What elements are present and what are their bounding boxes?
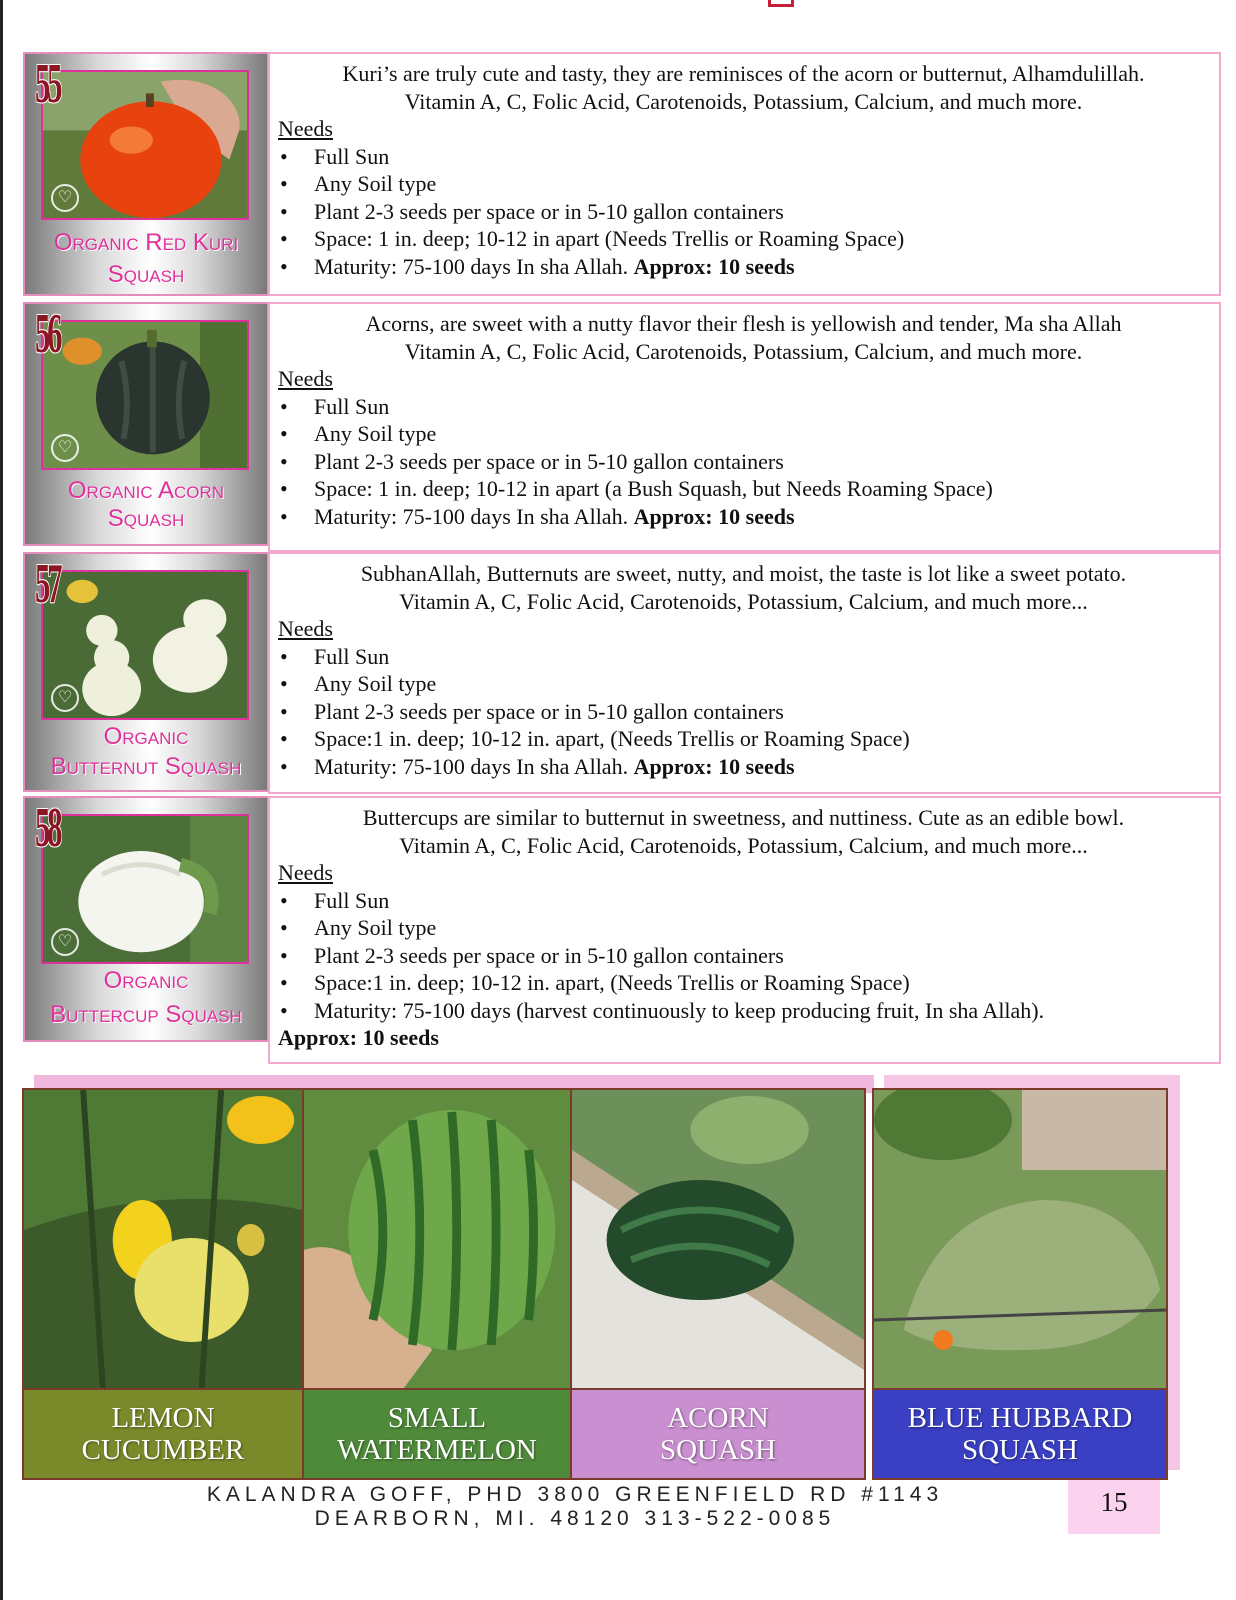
needs-item: • Any Soil type	[278, 914, 1209, 942]
small-watermelon-photo	[304, 1090, 570, 1390]
product-description	[268, 52, 1221, 296]
needs-item: • Any Soil type	[278, 420, 1209, 448]
needs-list	[278, 143, 1209, 281]
product-name-line2: Butternut Squash	[50, 753, 242, 780]
maturity-text: Maturity: 75-100 days In sha Allah.	[314, 503, 634, 529]
approx-seeds: Approx: 10 seeds	[633, 753, 795, 779]
intro-line: Kuri’s are truly cute and tasty, they are reminisces of the acorn or butternut, Alhamdulillah.	[342, 61, 1145, 86]
footer-contact	[110, 1483, 1040, 1531]
needs-item: • Full Sun	[278, 393, 1209, 421]
needs-item	[278, 503, 1209, 531]
intro-line: Buttercups are similar to butternut in sweetness, and nuttiness. Cute as an edible bowl.	[362, 805, 1125, 830]
needs-list	[278, 887, 1209, 1025]
intro-line: Acorns, are sweet with a nutty flavor their flesh is yellowish and tender, Ma sha Allah	[365, 311, 1122, 336]
product-description	[268, 302, 1221, 552]
product-description	[268, 552, 1221, 794]
nutrients-line: Vitamin A, C, Folic Acid, Carotenoids, Potassium, Calcium, and much more.	[404, 338, 1083, 364]
nutrients-line: Vitamin A, C, Folic Acid, Carotenoids, Potassium, Calcium, and much more...	[399, 832, 1088, 858]
gallery-caption: LEMON CUCUMBER	[24, 1388, 302, 1478]
product-name-line1: Organic	[103, 723, 189, 750]
gallery-caption: BLUE HUBBARD SQUASH	[874, 1388, 1166, 1478]
needs-item: • Plant 2-3 seeds per space or in 5-10 gallon containers	[278, 198, 1209, 226]
approx-seeds: Approx: 10 seeds	[633, 503, 795, 529]
product-name-line2: Squash	[107, 261, 185, 288]
needs-heading: Needs	[278, 116, 333, 141]
approx-seeds: Approx: 10 seeds	[633, 253, 795, 279]
needs-item: • Plant 2-3 seeds per space or in 5-10 gallon containers	[278, 942, 1209, 970]
needs-item: • Space: 1 in. deep; 10-12 in apart (Needs Trellis or Roaming Space)	[278, 225, 1209, 253]
product-thumbnail	[23, 302, 269, 546]
product-name-line2: Buttercup Squash	[50, 1001, 242, 1028]
seed-entry-55	[23, 52, 1221, 296]
needs-item: • Any Soil type	[278, 670, 1209, 698]
lemon-cucumber-photo	[24, 1090, 302, 1390]
product-name-line2: Squash	[107, 505, 185, 532]
product-thumbnail	[23, 52, 269, 296]
product-name-line1: Organic Red Kuri	[53, 229, 239, 256]
needs-item: • Space:1 in. deep; 10-12 in. apart, (Needs Trellis or Roaming Space)	[278, 969, 1209, 997]
top-decorative-mark	[768, 0, 794, 7]
gallery-tile-acorn-squash	[570, 1088, 866, 1480]
gallery-caption: ACORN SQUASH	[572, 1388, 864, 1478]
gallery-caption: SMALL WATERMELON	[304, 1388, 570, 1478]
gallery-tile-blue-hubbard-squash	[872, 1088, 1168, 1480]
needs-heading: Needs	[278, 616, 333, 641]
footer-line2: DEARBORN, MI. 48120 313-522-0085	[314, 1507, 836, 1530]
needs-item: • Full Sun	[278, 143, 1209, 171]
footer-line1: KALANDRA GOFF, PHD 3800 GREENFIELD RD #1143	[206, 1483, 944, 1506]
nutrients-line: Vitamin A, C, Folic Acid, Carotenoids, Potassium, Calcium, and much more.	[404, 88, 1083, 114]
needs-item: • Full Sun	[278, 887, 1209, 915]
heart-logo-icon: ♡	[51, 434, 79, 462]
blue-hubbard-squash-photo	[874, 1090, 1166, 1390]
needs-heading: Needs	[278, 860, 333, 885]
seed-entry-58	[23, 796, 1221, 1062]
needs-item: • Space: 1 in. deep; 10-12 in apart (a Bush Squash, but Needs Roaming Space)	[278, 475, 1209, 503]
page-number: 15	[1068, 1480, 1160, 1534]
item-number: 55	[35, 53, 60, 115]
approx-seeds: Approx: 10 seeds	[278, 1025, 439, 1050]
needs-item: • Maturity: 75-100 days (harvest continuously to keep producing fruit, In sha Allah).	[278, 997, 1209, 1025]
seed-entry-57	[23, 552, 1221, 792]
heart-logo-icon: ♡	[51, 684, 79, 712]
product-thumbnail	[23, 796, 269, 1042]
needs-list	[278, 643, 1209, 781]
maturity-text: Maturity: 75-100 days In sha Allah.	[314, 253, 634, 279]
gallery-tile-small-watermelon	[302, 1088, 572, 1480]
product-thumbnail	[23, 552, 269, 792]
product-name-line1: Organic Acorn	[67, 477, 225, 504]
needs-item	[278, 253, 1209, 281]
item-number: 58	[35, 797, 60, 859]
needs-heading: Needs	[278, 366, 333, 391]
gallery-tile-lemon-cucumber	[22, 1088, 304, 1480]
acorn-squash-gallery-photo	[572, 1090, 864, 1390]
item-number: 56	[35, 303, 60, 365]
needs-item: • Plant 2-3 seeds per space or in 5-10 gallon containers	[278, 448, 1209, 476]
nutrients-line: Vitamin A, C, Folic Acid, Carotenoids, Potassium, Calcium, and much more...	[399, 588, 1088, 614]
seed-entry-56	[23, 302, 1221, 546]
page-left-border	[0, 0, 3, 1600]
needs-item	[278, 753, 1209, 781]
product-description	[268, 796, 1221, 1064]
needs-item: • Any Soil type	[278, 170, 1209, 198]
heart-logo-icon: ♡	[51, 928, 79, 956]
needs-item: • Plant 2-3 seeds per space or in 5-10 gallon containers	[278, 698, 1209, 726]
maturity-text: Maturity: 75-100 days In sha Allah.	[314, 753, 634, 779]
item-number: 57	[35, 553, 60, 615]
needs-item: • Full Sun	[278, 643, 1209, 671]
product-name-line1: Organic	[103, 967, 189, 994]
needs-list	[278, 393, 1209, 531]
intro-line: SubhanAllah, Butternuts are sweet, nutty, and moist, the taste is lot like a sweet potato.	[360, 561, 1127, 586]
needs-item: • Space:1 in. deep; 10-12 in. apart, (Needs Trellis or Roaming Space)	[278, 725, 1209, 753]
heart-logo-icon: ♡	[51, 184, 79, 212]
